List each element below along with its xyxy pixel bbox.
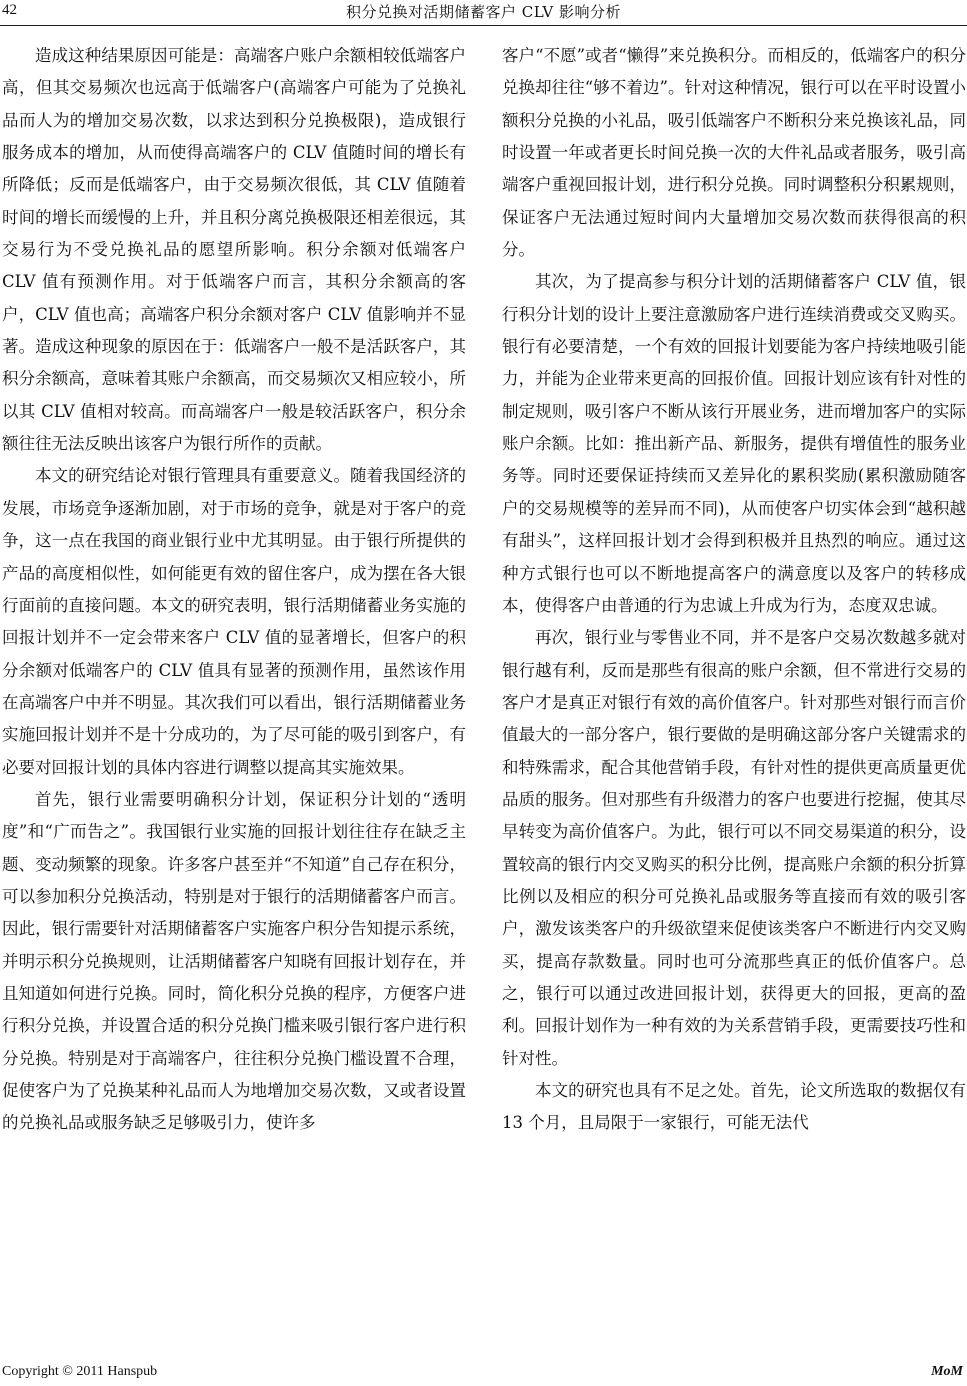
paragraph: 首先，银行业需要明确积分计划，保证积分计划的“透明度”和“广而告之”。我国银行业实施的回报计划往往存在缺乏主题、变动频繁的现象。许多客户甚至并“不知道”自己存在积分，可以参加积分兑换活动，特别是对于银行的活期储蓄客户而言。因此，银行需要针对活期储蓄客户实施客户积分告知提示系统，并明示积分兑换规则，让活期储蓄客户知晓有回报计划存在，并且知道如何进行兑换。同时，简化积分兑换的程序，方便客户进行积分兑换，并设置合适的积分兑换门槛来吸引银行客户进行积分兑换。特别是对于高端客户，往往积分兑换门槛设置不合理，促使客户为了兑换某种礼品而人为地增加交易次数，又或者设置的兑换礼品或服务缺乏足够吸引力，使许多	[2, 789, 466, 1133]
paragraph: 客户“不愿”或者“懒得”来兑换积分。而相反的，低端客户的积分兑换却往往“够不着边”。针对这种情况，银行可以在平时设置小额积分兑换的小礼品，吸引低端客户不断积分来兑换该礼品，同时设置一年或者更长时间兑换一次的大件礼品或者服务，吸引高端客户重视回报计划，进行积分兑换。同时调整积分积累规则，保证客户无法通过短时间内大量增加交易次数而获得很高的积分。	[502, 46, 966, 260]
paragraph: 造成这种结果原因可能是：高端客户账户余额相较低端客户高，但其交易频次也远高于低端客户(高端客户可能为了兑换礼品而人为的增加交易次数，以求达到积分兑换极限)，造成银行服务成本的增加，从而使得高端客户的 CLV 值随时间的增长有所降低；反而是低端客户，由于交易频次很低，其 CLV 值随着时间的增长而缓慢的上升，并且积分离兑换极限还相差很远，其交易行为不受兑换礼品的愿望所影响。积分余额对低端客户 CLV 值有预测作用。对于低端客户而言，其积分余额高的客户，CLV 值也高；高端客户积分余额对客户 CLV 值影响并不显著。造成这种现象的原因在于：低端客户一般不是活跃客户，其积分余额高，意味着其账户余额高，而交易频次又相应较小，所以其 CLV 值相对较高。而高端客户一般是较活跃客户，积分余额往往无法反映出该客户为银行所作的贡献。	[2, 46, 466, 454]
running-title: 积分兑换对活期储蓄客户 CLV 影响分析	[345, 3, 622, 21]
copyright-notice: Copyright © 2011 Hanspub	[2, 1364, 158, 1379]
page-header	[0, 0, 967, 26]
paragraph: 本文的研究也具有不足之处。首先，论文所选取的数据仅有 13 个月，且局限于一家银行，可能无法代	[502, 1081, 966, 1133]
paragraph: 本文的研究结论对银行管理具有重要意义。随着我国经济的发展，市场竞争逐渐加剧，对于市场的竞争，就是对于客户的竞争，这一点在我国的商业银行业中尤其明显。由于银行所提供的产品的高度相似性，如何能更有效的留住客户，成为摆在各大银行面前的直接问题。本文的研究表明，银行活期储蓄业务实施的回报计划并不一定会带来客户 CLV 值的显著增长，但客户的积分余额对低端客户的 CLV 值具有显著的预测作用，虽然该作用在高端客户中并不明显。其次我们可以看出，银行活期储蓄业务实施回报计划并不是十分成功的，为了尽可能的吸引到客户，有必要对回报计划的具体内容进行调整以提高其实施效果。	[2, 466, 466, 777]
left-column	[2, 40, 466, 1140]
paragraph: 再次，银行业与零售业不同，并不是客户交易次数越多就对银行越有利，反而是那些有很高的账户余额，但不常进行交易的客户才是真正对银行有效的高价值客户。针对那些对银行而言价值最大的一部分客户，银行要做的是明确这部分客户关键需求的和特殊需求，配合其他营销手段，有针对性的提供更高质量更优品质的服务。但对那些有升级潜力的客户也要进行挖掘，使其尽早转变为高价值客户。为此，银行可以不同交易渠道的积分，设置较高的银行内交叉购买的积分比例，提高账户余额的积分折算比例以及相应的积分可兑换礼品或服务等直接而有效的吸引客户，激发该类客户的升级欲望来促使该类客户不断进行内交叉购买，提高存款数量。同时也可分流那些真正的低价值客户。总之，银行可以通过改进回报计划，获得更大的回报，更高的盈利。回报计划作为一种有效的为关系营销手段，更需要技巧性和针对性。	[502, 628, 966, 1068]
page-footer	[0, 1364, 967, 1386]
paragraph: 其次，为了提高参与积分计划的活期储蓄客户 CLV 值，银行积分计划的设计上要注意激励客户进行连续消费或交叉购买。银行有必要清楚，一个有效的回报计划要能为客户持续地吸引能力，并能为企业带来更高的回报价值。回报计划应该有针对性的制定规则，吸引客户不断从该行开展业务，进而增加客户的实际账户余额。比如：推出新产品、新服务，提供有增值性的服务业务等。同时还要保证持续而又差异化的累积奖励(累积激励随客户的交易规模等的差异而不同)，从而使客户切实体会到“越积越有甜头”，这样回报计划才会得到积极并且热烈的响应。通过这种方式银行也可以不断地提高客户的满意度以及客户的转移成本，使得客户由普通的行为忠诚上升成为行为，态度双忠诚。	[502, 272, 966, 615]
page-number: 42	[2, 2, 17, 18]
journal-abbreviation: MoM	[931, 1364, 963, 1379]
right-column	[502, 40, 966, 1140]
